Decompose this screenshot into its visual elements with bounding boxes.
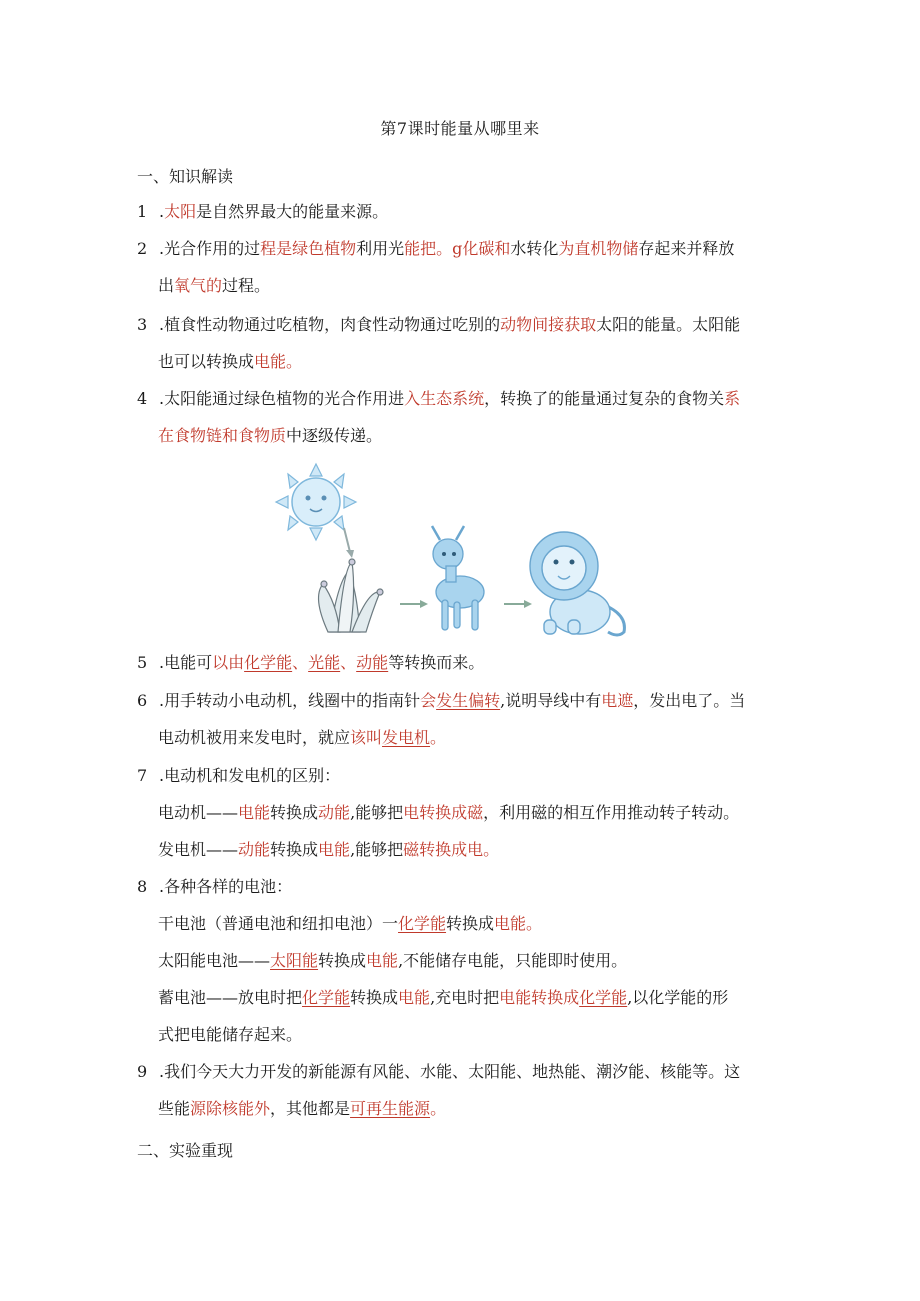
arrow-down-icon [344, 528, 354, 558]
item-5: 5 .电能可以由化学能、光能、动能等转换而来。 [137, 653, 485, 672]
lion-icon [530, 532, 624, 635]
item-8: 8 .各种各样的电池： [137, 877, 293, 896]
arrow-right-icon [400, 600, 428, 608]
item-1: 1 .太阳是自然界最大的能量来源。 [137, 202, 389, 221]
item-4-cont: 在食物链和食物质中逐级传递。 [158, 426, 383, 445]
item-3-cont: 也可以转换成电能。 [158, 352, 303, 371]
section-heading-knowledge: 一、知识解读 [137, 167, 234, 186]
item-2-cont: 出氧气的过程。 [158, 276, 271, 295]
item-9: 9 .我们今天大力开发的新能源有风能、水能、太阳能、地热能、潮汐能、核能等。这 [137, 1062, 741, 1081]
food-chain-illustration [268, 462, 648, 642]
section-heading-experiment: 二、实验重现 [137, 1141, 234, 1160]
item-4: 4 .太阳能通过绿色植物的光合作用进入生态系统，转换了的能量通过复杂的食物关系 [137, 389, 741, 408]
deer-icon [432, 526, 484, 630]
item-6-cont: 电动机被用来发电时，就应该叫发电机。 [158, 728, 447, 747]
item-8-battery: 蓄电池——放电时把化学能转换成电能,充电时把电能转换成化学能,以化学能的形 [158, 988, 729, 1007]
item-8-solar-cell: 太阳能电池——太阳能转换成电能,不能储存电能，只能即时使用。 [158, 951, 628, 970]
plant-icon [319, 559, 383, 632]
item-7: 7 .电动机和发电机的区别： [137, 766, 341, 785]
item-2: 2 .光合作用的过程是绿色植物利用光能把。g化碳和水转化为直机物储存起来并释放 [137, 239, 735, 258]
item-7-generator: 发电机——动能转换成电能,能够把磁转换成电。 [158, 840, 500, 859]
item-8-dry-cell: 干电池（普通电池和纽扣电池）一化学能转换成电能。 [158, 914, 543, 933]
item-6: 6 .用手转动小电动机，线圈中的指南针会发生偏转,说明导线中有电遮，发出电了。当 [137, 691, 746, 710]
item-3: 3 .植食性动物通过吃植物，肉食性动物通过吃别的动物间接获取太阳的能量。太阳能 [137, 315, 741, 334]
item-8-battery-cont: 式把电能储存起来。 [158, 1025, 303, 1044]
item-9-cont: 些能源除核能外，其他都是可再生能源。 [158, 1099, 447, 1118]
arrow-right-icon [504, 600, 532, 608]
page-title: 第7课时能量从哪里来 [380, 119, 540, 138]
item-7-motor: 电动机——电能转换成动能,能够把电转换成磁，利用磁的相互作用推动转子转动。 [158, 803, 740, 822]
